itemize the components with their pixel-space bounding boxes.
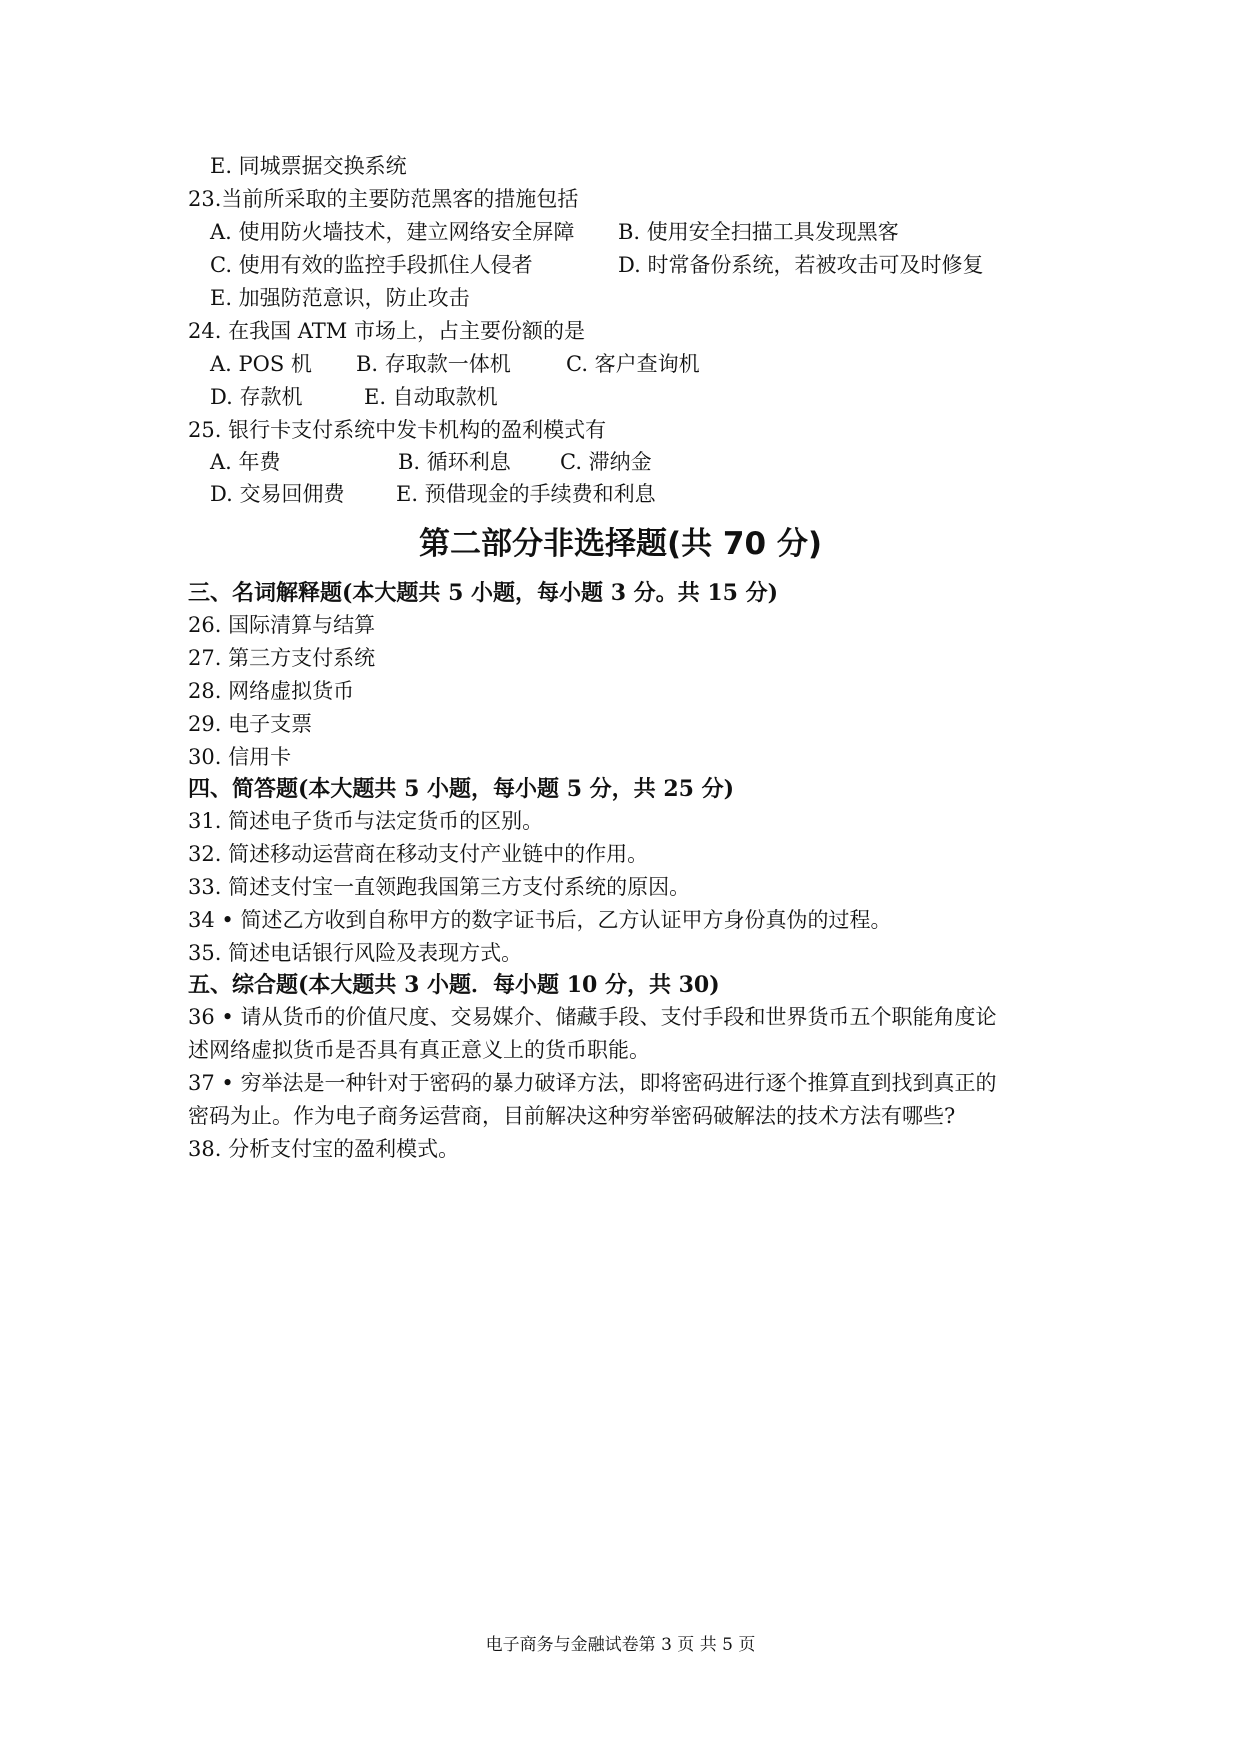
option-q23-c: C. 使用有效的监控手段抓住人侵者 bbox=[210, 253, 533, 277]
part-2-title: 第二部分非选择题(共 70 分) bbox=[418, 526, 823, 562]
list-item: 30. 信用卡 bbox=[188, 745, 292, 769]
question-38: 38. 分析支付宝的盈利模式。 bbox=[188, 1137, 460, 1161]
list-item: 33. 简述支付宝一直领跑我国第三方支付系统的原因。 bbox=[188, 875, 691, 899]
option-q23-d: D. 时常备份系统，若被攻击可及时修复 bbox=[618, 253, 984, 277]
option-q23-b: B. 使用安全扫描工具发现黑客 bbox=[618, 220, 899, 244]
list-item: 31. 简述电子货币与法定货币的区别。 bbox=[188, 809, 544, 833]
question-37-line-2: 密码为止。作为电子商务运营商，目前解决这种穷举密码破解法的技术方法有哪些? bbox=[188, 1104, 956, 1128]
option-q23-a: A. 使用防火墙技术，建立网络安全屏障 bbox=[210, 220, 575, 244]
option-q25-c: C. 滞纳金 bbox=[560, 450, 652, 474]
list-item: 34 • 简述乙方收到自称甲方的数字证书后，乙方认证甲方身份真伪的过程。 bbox=[188, 908, 892, 932]
list-item: 28. 网络虚拟货币 bbox=[188, 679, 355, 703]
list-item: 27. 第三方支付系统 bbox=[188, 646, 376, 670]
option-q25-e: E. 预借现金的手续费和利息 bbox=[396, 482, 656, 506]
section-3-title: 三、名词解释题(本大题共 5 小题，每小题 3 分。共 15 分) bbox=[188, 580, 779, 606]
option-q24-e: E. 自动取款机 bbox=[364, 385, 498, 409]
question-36-line-1: 36 • 请从货币的价值尺度、交易媒介、储藏手段、支付手段和世界货币五个职能角度论 bbox=[188, 1005, 997, 1029]
option-q24-b: B. 存取款一体机 bbox=[356, 352, 511, 376]
option-q25-d: D. 交易回佣费 bbox=[210, 482, 345, 506]
option-q25-b: B. 循环利息 bbox=[398, 450, 511, 474]
option-q23-e: E. 加强防范意识，防止攻击 bbox=[210, 286, 470, 310]
question-23-stem: 23.当前所采取的主要防范黑客的措施包括 bbox=[188, 187, 579, 211]
option-q24-c: C. 客户查询机 bbox=[566, 352, 700, 376]
question-24-stem: 24. 在我国 ATM 市场上，占主要份额的是 bbox=[188, 319, 585, 343]
section-5-title: 五、综合题(本大题共 3 小题．每小题 10 分，共 30) bbox=[188, 972, 720, 998]
list-item: 26. 国际清算与结算 bbox=[188, 613, 376, 637]
list-item: 29. 电子支票 bbox=[188, 712, 313, 736]
section-4-title: 四、简答题(本大题共 5 小题，每小题 5 分，共 25 分) bbox=[188, 776, 735, 802]
option-q22-e: E. 同城票据交换系统 bbox=[210, 154, 407, 178]
list-item: 32. 简述移动运营商在移动支付产业链中的作用。 bbox=[188, 842, 649, 866]
page-footer: 电子商务与金融试卷第 3 页 共 5 页 bbox=[485, 1635, 756, 1655]
option-q24-d: D. 存款机 bbox=[210, 385, 303, 409]
question-25-stem: 25. 银行卡支付系统中发卡机构的盈利模式有 bbox=[188, 418, 607, 442]
list-item: 35. 简述电话银行风险及表现方式。 bbox=[188, 941, 523, 965]
option-q24-a: A. POS 机 bbox=[210, 352, 312, 376]
option-q25-a: A. 年费 bbox=[210, 450, 281, 474]
question-36-line-2: 述网络虚拟货币是否具有真正意义上的货币职能。 bbox=[188, 1038, 650, 1062]
question-37-line-1: 37 • 穷举法是一种针对于密码的暴力破译方法，即将密码进行逐个推算直到找到真正的 bbox=[188, 1071, 997, 1095]
